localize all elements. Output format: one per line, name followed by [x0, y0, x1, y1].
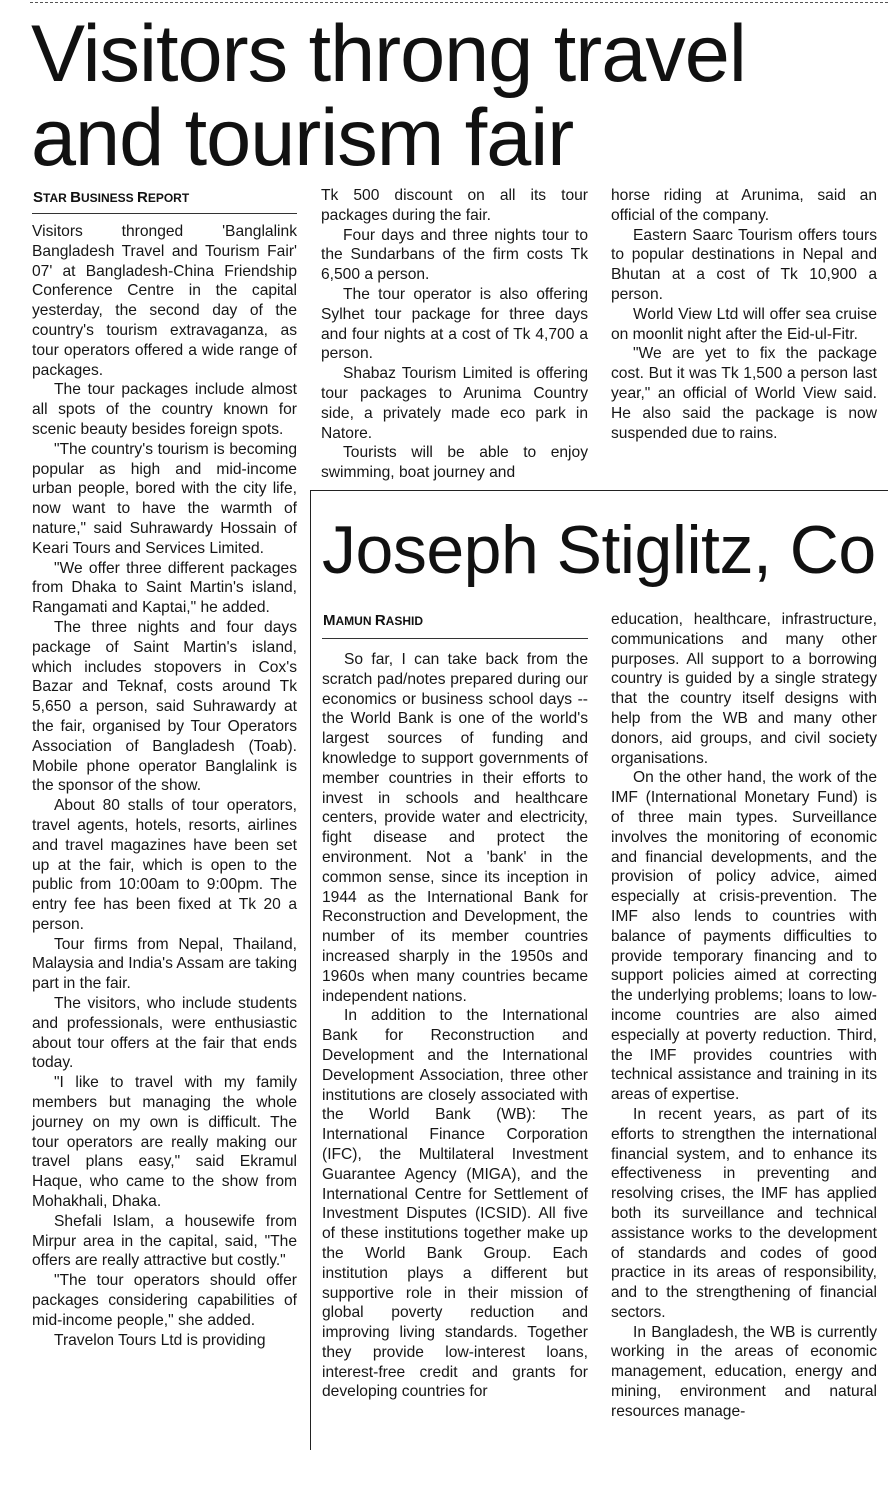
article2-headline: Joseph Stiglitz, Co	[322, 512, 876, 588]
article1-headline-line1: Visitors throng travel	[31, 9, 746, 99]
paragraph: World View Ltd will offer sea cruise on moonlit night after the Eid-ul-Fitr.	[611, 305, 877, 343]
paragraph: horse riding at Arunima, said an official of the company.	[611, 187, 877, 224]
paragraph: education, healthcare, infrastructure, communications and many other purposes. All support to a borrowing country is guided by a single strategy that the country itself designs with help from the WB and many other donors, aid groups, and civil society organisations.	[611, 611, 877, 767]
article2-byline	[323, 612, 423, 630]
paragraph: The tour packages include almost all spots of the country known for scenic beauty besides foreign spots.	[32, 381, 297, 438]
byline-rest: TAR	[43, 191, 71, 205]
article2-box-top-rule	[310, 490, 888, 491]
top-dashed-rule	[30, 2, 888, 3]
paragraph: "We offer three different packages from Dhaka to Saint Martin's island, Rangamati and Kaptai," he added.	[32, 559, 297, 617]
paragraph: Four days and three nights tour to the Sundarbans of the firm costs Tk 6,500 a person.	[321, 226, 588, 284]
article1-headline-line2: and tourism fair	[31, 93, 574, 183]
paragraph: Shabaz Tourism Limited is offering tour packages to Arunima Country side, a privately made eco park in Natore.	[321, 365, 588, 442]
paragraph: Tourists will be able to enjoy swimming, boat journey and	[321, 444, 588, 482]
paragraph: So far, I can take back from the scratch pad/notes prepared during our economics or business school days -- the World Bank is one of the world's largest sources of funding and knowledge to support governments of member countries in their efforts to invest in schools and healthcare centers, provide water and electricity, fight disease and protect the environment. Not a 'bank' in the common sense, since its inception in 1944 as the International Bank for Reconstruction and Development, the number of its member countries increased sharply in the 1950s and 1960s when many countries became independent nations.	[322, 651, 588, 1005]
paragraph: About 80 stalls of tour operators, travel agents, hotels, resorts, airlines and travel magazines have been set up at the fair, which is open to the public from 10:00am to 9:00pm. The entry fee has been fixed at Tk 20 a person.	[32, 797, 297, 933]
article2-byline-rule	[322, 638, 588, 639]
byline-initial: B	[70, 189, 81, 206]
article1-byline-rule	[32, 213, 297, 214]
paragraph: "I like to travel with my family members but managing the whole journey on my own is difficult. The tour operators are really making our travel plans easy," said Ekramul Haque, who came to the show from Mohakhali, Dhaka.	[32, 1074, 297, 1211]
paragraph: "The country's tourism is becoming popular as high and mid-income urban people, bored with the city life, now want to have the warmth of nature," said Suhrawardy Hossain of Keari Tours and Services Limited.	[32, 440, 297, 557]
article1-column-3	[611, 186, 877, 443]
paragraph: "We are yet to fix the package cost. But it was Tk 1,500 a person last year," an official of World View said. He also said the package is now suspended due to rains.	[611, 345, 877, 442]
paragraph: Eastern Saarc Tourism offers tours to popular destinations in Nepal and Bhutan at a cost of Tk 10,900 a person.	[611, 226, 877, 303]
article2-column-1	[322, 650, 588, 1402]
paragraph: The tour operator is also offering Sylhet tour package for three days and four nights at a cost of Tk 4,700 a person.	[321, 285, 588, 363]
paragraph: The visitors, who include students and professionals, were enthusiastic about tour offers at the fair that ends today.	[32, 995, 297, 1072]
paragraph: "The tour operators should offer packages considering capabilities of mid-income people," she added.	[32, 1272, 297, 1329]
byline-initial: S	[33, 189, 44, 206]
paragraph: Tour firms from Nepal, Thailand, Malaysia and India's Assam are taking part in the fair.	[32, 935, 297, 993]
paragraph: On the other hand, the work of the IMF (International Monetary Fund) is of three main types. Surveillance involves the monitoring of economic and financial developments, and the provision of policy advice, aimed especially at crisis-prevention. The IMF also lends to countries with balance of payments difficulties to provide temporary financing and to support policies aimed at correcting the underlying problems; loans to low-income countries are also aimed especially at poverty reduction. Third, the IMF provides countries with technical assistance and training in its areas of expertise.	[611, 769, 877, 1104]
article2-box-left-rule	[310, 490, 311, 1450]
paragraph: Visitors thronged 'Banglalink Bangladesh Travel and Tourism Fair' 07' at Bangladesh-China Friendship Conference Centre in the capital yesterday, the second day of the country's tourism extravaganza, as tour operators offered a wide range of packages.	[32, 223, 297, 379]
paragraph: In Bangladesh, the WB is currently working in the areas of economic management, education, energy and mining, environment and natural resources manage-	[611, 1323, 877, 1420]
byline-rest: USINESS	[80, 191, 137, 205]
article1-column-2	[321, 186, 588, 483]
paragraph: Travelon Tours Ltd is providing	[54, 1331, 266, 1349]
paragraph: In recent years, as part of its efforts to strengthen the international financial system, and to enhance its effectiveness in preventing and resolving crises, the IMF has applied both its surveillance and technical assistance works to the development of standards and codes of good practice in its areas of responsibility, and to the strengthening of financial sectors.	[611, 1105, 877, 1321]
paragraph: Shefali Islam, a housewife from Mirpur area in the capital, said, "The offers are really attractive but costly."	[32, 1212, 297, 1270]
paragraph: Tk 500 discount on all its tour packages during the fair.	[321, 187, 588, 224]
byline-rest: EPORT	[147, 191, 190, 205]
article1-column-1	[32, 222, 297, 1350]
byline-initial: R	[374, 612, 386, 629]
byline-initial: M	[323, 612, 336, 629]
article2-column-2	[611, 610, 877, 1422]
byline-rest: ASHID	[385, 614, 424, 628]
byline-initial: R	[136, 189, 148, 206]
paragraph: In addition to the International Bank for Reconstruction and Development and the International Development Association, three other institutions are closely associated with the World Bank (WB): The International Finance Corporation (IFC), the Multilateral Investment Guarantee Agency (MIGA), and the International Centre for Settlement of Investment Disputes (ICSID). All five of these institutions together make up the World Bank Group. Each institution plays a different but supportive role in their mission of global poverty reduction and improving living standards. Together they provide low-interest loans, interest-free credit and grants for developing countries for	[322, 1007, 588, 1401]
paragraph: The three nights and four days package of Saint Martin's island, which includes stopovers in Cox's Bazar and Teknaf, costs around Tk 5,650 a person, said Suhrawardy at the fair, organised by Tour Operators Association of Bangladesh (Toab). Mobile phone operator Banglalink is the sponsor of the show.	[32, 618, 297, 795]
article1-byline	[33, 189, 189, 207]
byline-rest: AMUN	[335, 614, 375, 628]
